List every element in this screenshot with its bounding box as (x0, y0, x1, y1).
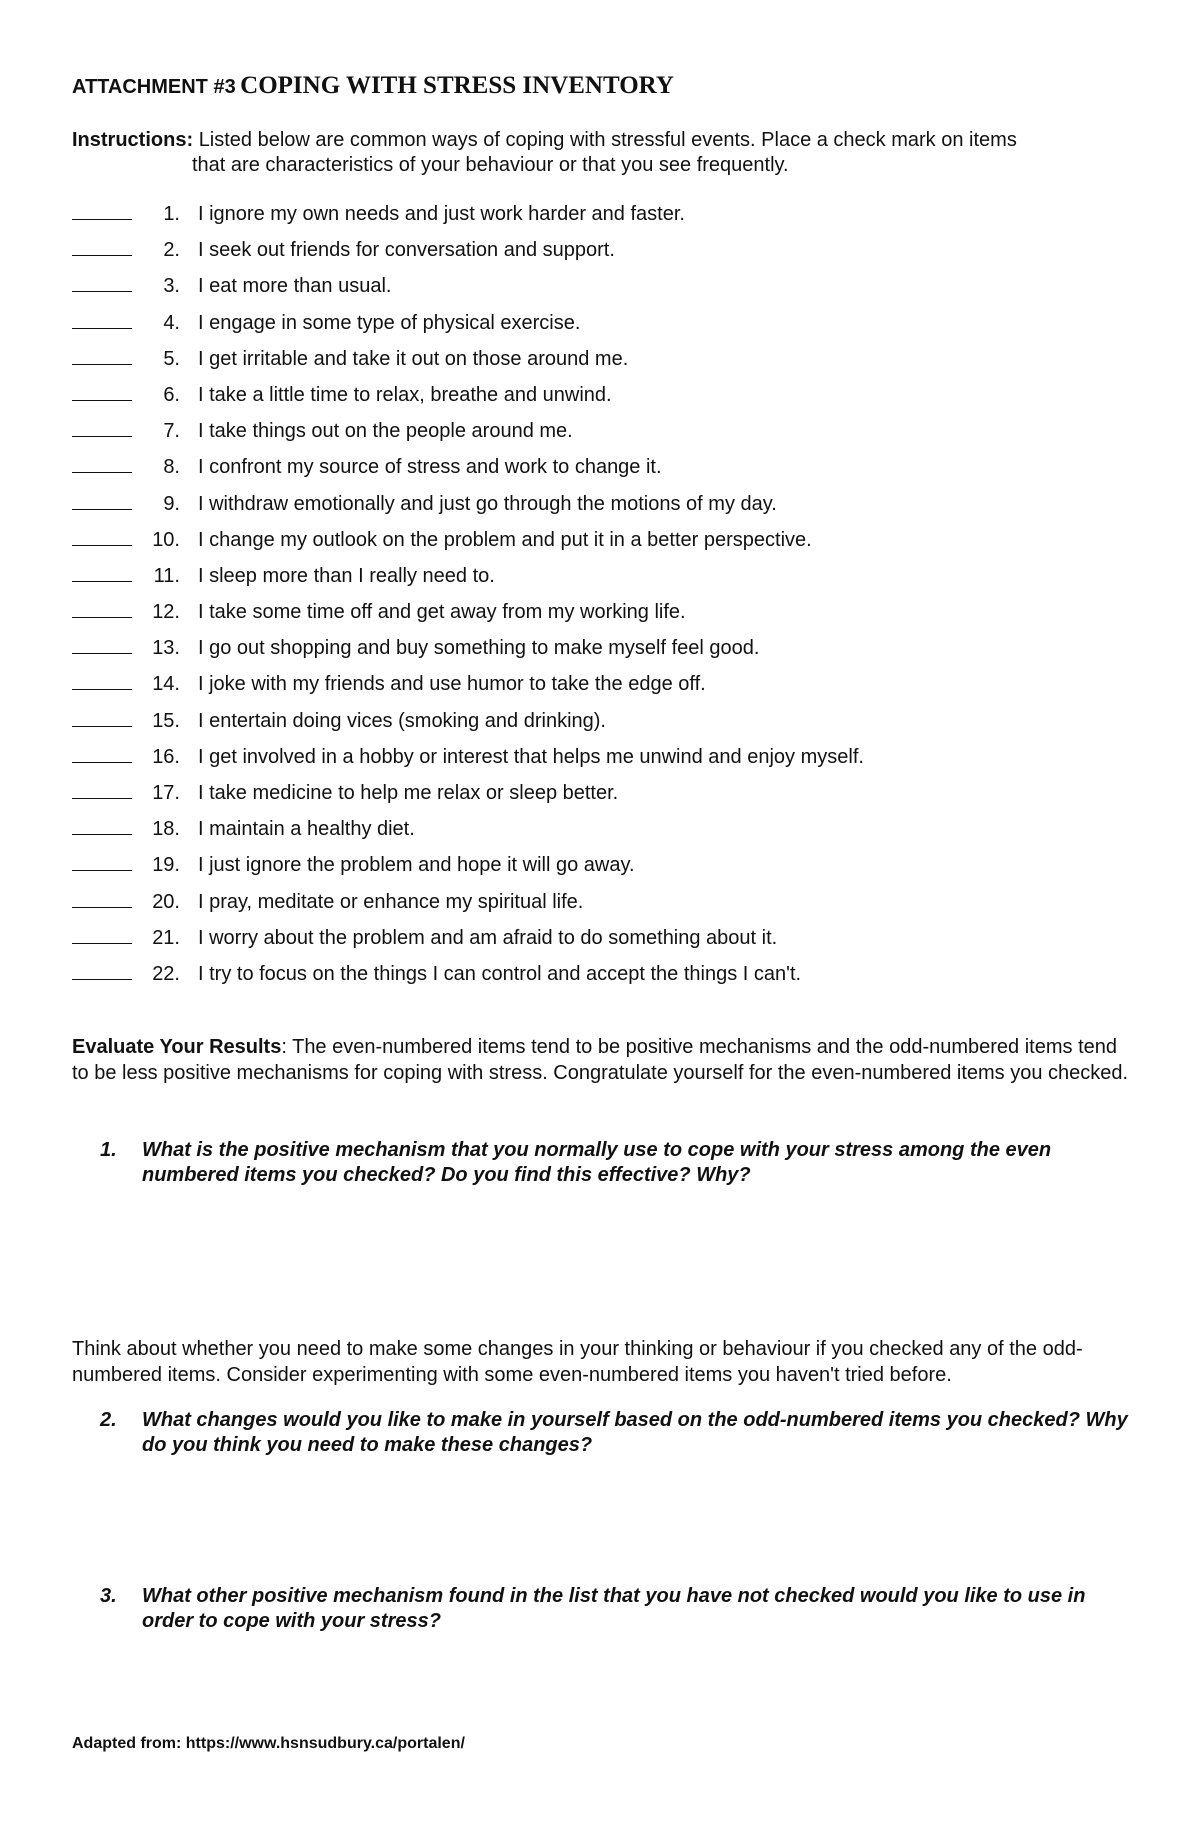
title-prefix: ATTACHMENT #3 (72, 76, 236, 98)
instructions (72, 128, 1112, 178)
check-blank[interactable] (72, 564, 132, 582)
check-blank[interactable] (72, 817, 132, 835)
item-number: 11. (153, 564, 180, 587)
question-text: What other positive mechanism found in the list that you have not checked would you like to use in order to cope with your stress? (142, 1585, 1086, 1632)
check-blank[interactable] (72, 745, 132, 763)
item-text: I maintain a healthy diet. (198, 818, 415, 841)
check-blank[interactable] (72, 672, 132, 690)
item-text: I take things out on the people around me. (198, 420, 573, 443)
item-number: 19. (152, 854, 180, 877)
check-blank[interactable] (72, 274, 132, 292)
item-text: I confront my source of stress and work to change it. (198, 456, 662, 479)
checklist-item (72, 238, 1132, 274)
check-blank[interactable] (72, 455, 132, 473)
check-blank[interactable] (72, 709, 132, 727)
item-number: 9. (163, 492, 180, 515)
instructions-line-2: that are characteristics of your behaviour or that you see frequently. (192, 154, 789, 176)
question-number: 1. (100, 1139, 117, 1161)
check-blank[interactable] (72, 926, 132, 944)
checklist-item (72, 419, 1132, 455)
item-text: I take some time off and get away from my working life. (198, 601, 686, 624)
item-number: 7. (163, 420, 180, 443)
item-text: I worry about the problem and am afraid to do something about it. (198, 926, 778, 949)
check-blank[interactable] (72, 528, 132, 546)
question-2 (100, 1408, 1140, 1458)
page-title (72, 72, 674, 100)
check-blank[interactable] (72, 419, 132, 437)
checklist-item (72, 745, 1132, 781)
item-number: 18. (152, 818, 180, 841)
item-text: I entertain doing vices (smoking and drinking). (198, 709, 606, 732)
item-text: I ignore my own needs and just work harder and faster. (198, 203, 685, 225)
checklist-item (72, 274, 1132, 310)
item-number: 8. (163, 456, 180, 479)
checklist-item (72, 311, 1132, 347)
item-number: 13. (152, 637, 180, 660)
question-text: What changes would you like to make in yourself based on the odd-numbered items you checked? Why do you think you need to make these changes? (142, 1409, 1128, 1456)
check-blank[interactable] (72, 853, 132, 871)
think-paragraph: Think about whether you need to make some changes in your thinking or behaviour if you checked any of the odd-numbered items. Consider experimenting with some even-numbered items you haven't tried before. (72, 1338, 1083, 1386)
item-text: I get involved in a hobby or interest that helps me unwind and enjoy myself. (198, 745, 864, 768)
check-blank[interactable] (72, 202, 132, 220)
question-number: 2. (100, 1409, 117, 1431)
item-number: 6. (163, 383, 180, 406)
item-text: I take medicine to help me relax or sleep better. (198, 782, 619, 804)
item-number: 12. (152, 601, 180, 624)
item-number: 17. (152, 782, 180, 804)
item-text: I withdraw emotionally and just go through the motions of my day. (198, 492, 777, 515)
item-number: 15. (152, 709, 180, 732)
checklist-item (72, 853, 1132, 889)
item-number: 22. (152, 962, 180, 985)
item-text: I pray, meditate or enhance my spiritual life. (198, 890, 584, 913)
item-number: 4. (163, 311, 180, 334)
item-text: I sleep more than I really need to. (198, 564, 495, 587)
checklist-item (72, 564, 1132, 600)
check-blank[interactable] (72, 600, 132, 618)
item-text: I joke with my friends and use humor to take the edge off. (198, 673, 706, 696)
evaluate-label: Evaluate Your Results (72, 1036, 282, 1058)
question-1 (100, 1138, 1140, 1188)
item-number: 16. (152, 745, 180, 768)
check-blank[interactable] (72, 383, 132, 401)
item-number: 5. (163, 347, 180, 370)
checklist-item (72, 492, 1132, 528)
checklist-item (72, 383, 1132, 419)
item-number: 14. (152, 673, 180, 696)
item-number: 2. (163, 239, 180, 262)
item-number: 1. (163, 203, 180, 225)
checklist-item (72, 600, 1132, 636)
checklist-item (72, 926, 1132, 962)
item-text: I just ignore the problem and hope it will go away. (198, 854, 635, 877)
checklist-item (72, 672, 1132, 708)
item-number: 3. (163, 275, 180, 298)
item-text: I take a little time to relax, breathe and unwind. (198, 383, 612, 406)
check-blank[interactable] (72, 781, 132, 799)
title-main: COPING WITH STRESS INVENTORY (240, 72, 674, 99)
check-blank[interactable] (72, 311, 132, 329)
evaluate-results (72, 1034, 1132, 1086)
checklist-item (72, 202, 1132, 238)
item-text: I get irritable and take it out on those around me. (198, 347, 629, 370)
check-blank[interactable] (72, 962, 132, 980)
item-number: 21. (152, 926, 180, 949)
check-blank[interactable] (72, 347, 132, 365)
source-footer: Adapted from: https://www.hsnsudbury.ca/portalen/ (72, 1735, 465, 1752)
checklist-item (72, 528, 1132, 564)
item-text: I go out shopping and buy something to make myself feel good. (198, 637, 760, 660)
instructions-line-1: Listed below are common ways of coping with stressful events. Place a check mark on items (198, 129, 1017, 151)
checklist-item (72, 347, 1132, 383)
item-text: I try to focus on the things I can control and accept the things I can't. (198, 962, 802, 985)
checklist-item (72, 636, 1132, 672)
instructions-label: Instructions: (72, 129, 194, 151)
check-blank[interactable] (72, 636, 132, 654)
coping-items-list (72, 202, 1132, 998)
checklist-item (72, 455, 1132, 491)
item-number: 20. (152, 890, 180, 913)
check-blank[interactable] (72, 238, 132, 256)
check-blank[interactable] (72, 492, 132, 510)
checklist-item (72, 709, 1132, 745)
question-3 (100, 1584, 1140, 1634)
question-number: 3. (100, 1585, 117, 1607)
item-text: I change my outlook on the problem and put it in a better perspective. (198, 528, 812, 551)
item-number: 10. (152, 528, 180, 551)
question-text: What is the positive mechanism that you normally use to cope with your stress among the even numbered items you checked? Do you find this effective? Why? (142, 1139, 1052, 1186)
checklist-item (72, 890, 1132, 926)
checklist-item (72, 962, 1132, 998)
checklist-item (72, 817, 1132, 853)
item-text: I seek out friends for conversation and support. (198, 239, 615, 262)
evaluate-text: : The even-numbered items tend to be positive mechanisms and the odd-numbered items tend to be less positive mechanisms for coping with stress. Congratulate yourself for the even-numbered items you checked. (72, 1036, 1129, 1084)
checklist-item (72, 781, 1132, 817)
item-text: I eat more than usual. (198, 275, 392, 298)
check-blank[interactable] (72, 890, 132, 908)
item-text: I engage in some type of physical exercise. (198, 311, 581, 334)
